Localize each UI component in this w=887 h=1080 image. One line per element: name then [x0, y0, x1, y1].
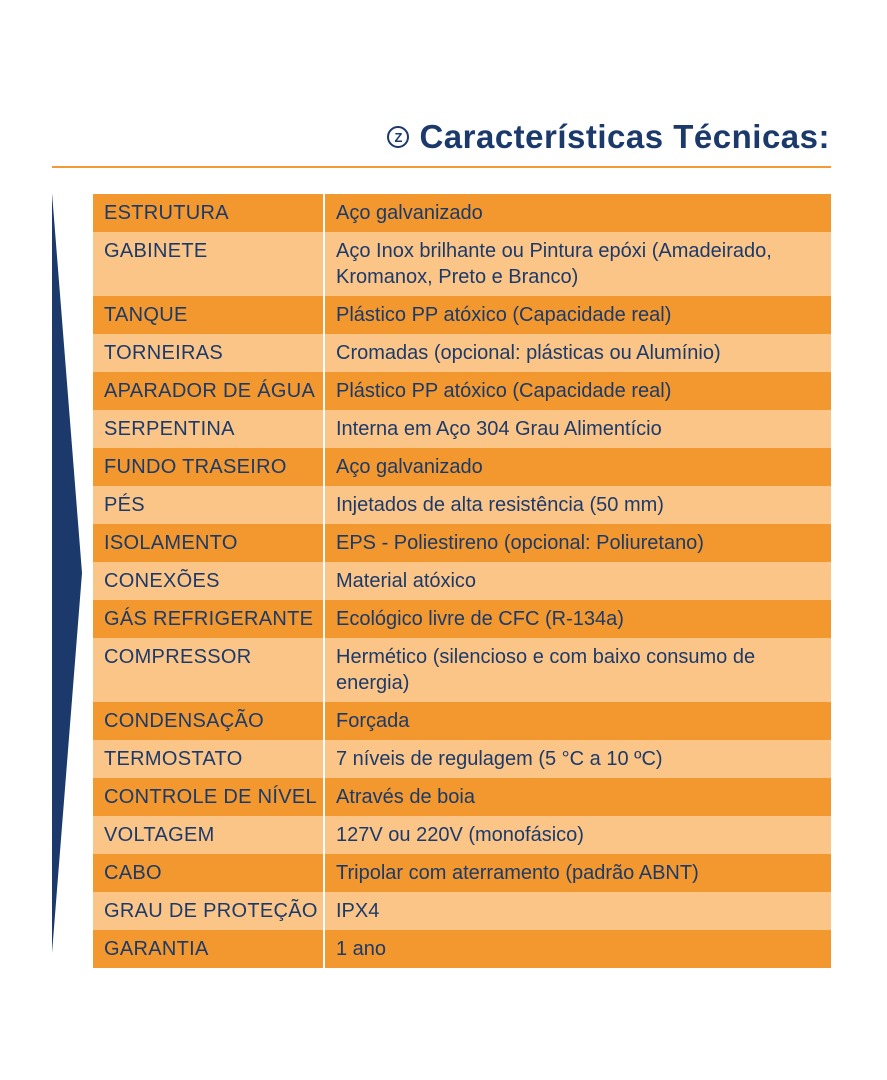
spec-value: Tripolar com aterramento (padrão ABNT): [336, 862, 699, 884]
spec-value: 1 ano: [336, 938, 387, 960]
spec-label: VOLTAGEM: [93, 816, 325, 854]
spec-value: Plástico PP atóxico (Capacidade real): [336, 304, 672, 326]
spec-value: Cromadas (opcional: plásticas ou Alumínio): [336, 342, 721, 364]
spec-label: ISOLAMENTO: [93, 524, 325, 562]
spec-label: CONEXÕES: [93, 562, 325, 600]
spec-row: [93, 702, 831, 740]
side-arrow-decoration: [52, 193, 84, 953]
spec-label: GRAU DE PROTEÇÃO: [93, 892, 325, 930]
spec-row: [93, 524, 831, 562]
spec-value: Forçada: [336, 710, 410, 732]
spec-label: CONTROLE DE NÍVEL: [93, 778, 325, 816]
spec-row: [93, 296, 831, 334]
spec-label: APARADOR DE ÁGUA: [93, 372, 325, 410]
spec-label: CABO: [93, 854, 325, 892]
spec-value: Aço galvanizado: [336, 202, 483, 224]
spec-row: [93, 638, 831, 702]
spec-value: Aço galvanizado: [336, 456, 483, 478]
spec-value: 7 níveis de regulagem (5 °C a 10 ºC): [336, 748, 663, 770]
title-divider: [52, 166, 831, 168]
spec-row: [93, 194, 831, 232]
spec-row: [93, 854, 831, 892]
spec-label: GÁS REFRIGERANTE: [93, 600, 325, 638]
spec-row: [93, 562, 831, 600]
spec-label: GABINETE: [93, 232, 325, 296]
spec-row: [93, 410, 831, 448]
spec-table: [93, 194, 831, 968]
spec-row: [93, 816, 831, 854]
spec-label: TERMOSTATO: [93, 740, 325, 778]
spec-row: [93, 892, 831, 930]
spec-value: Aço Inox brilhante ou Pintura epóxi (Amadeirado, Kromanox, Preto e Branco): [336, 240, 772, 288]
spec-value: Material atóxico: [336, 570, 477, 592]
spec-value: Através de boia: [336, 786, 475, 808]
spec-value: IPX4: [336, 900, 380, 922]
spec-label: GARANTIA: [93, 930, 325, 968]
spec-label: FUNDO TRASEIRO: [93, 448, 325, 486]
spec-value: EPS - Poliestireno (opcional: Poliuretano): [336, 532, 704, 554]
spec-label: TORNEIRAS: [93, 334, 325, 372]
spec-row: [93, 448, 831, 486]
spec-label: SERPENTINA: [93, 410, 325, 448]
spec-value: Injetados de alta resistência (50 mm): [336, 494, 664, 516]
spec-label: CONDENSAÇÃO: [93, 702, 325, 740]
spec-row: [93, 232, 831, 296]
spec-value: Hermético (silencioso e com baixo consumo de energia): [336, 646, 756, 694]
spec-value: Ecológico livre de CFC (R-134a): [336, 608, 624, 630]
title-text: Características Técnicas:: [419, 118, 830, 155]
spec-row: [93, 334, 831, 372]
spec-value: Interna em Aço 304 Grau Alimentício: [336, 418, 662, 440]
spec-row: [93, 778, 831, 816]
spec-row: [93, 740, 831, 778]
brand-logo-icon: Z: [387, 126, 409, 148]
spec-row: [93, 600, 831, 638]
spec-label: ESTRUTURA: [93, 194, 325, 232]
spec-label: COMPRESSOR: [93, 638, 325, 702]
spec-value: 127V ou 220V (monofásico): [336, 824, 584, 846]
spec-value: Plástico PP atóxico (Capacidade real): [336, 380, 672, 402]
spec-label: TANQUE: [93, 296, 325, 334]
spec-row: [93, 930, 831, 968]
spec-row: [93, 372, 831, 410]
spec-row: [93, 486, 831, 524]
page-title: [387, 118, 830, 156]
spec-label: PÉS: [93, 486, 325, 524]
